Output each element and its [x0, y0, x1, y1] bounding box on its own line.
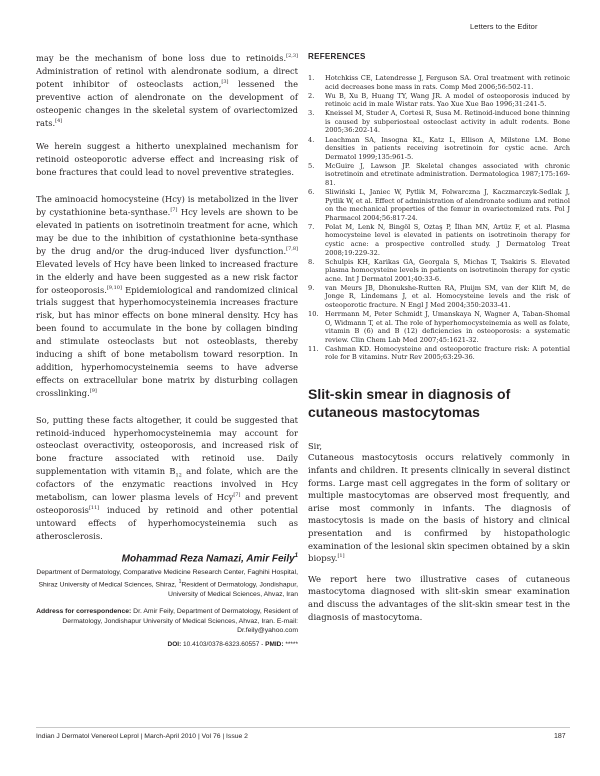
- reference-text: Kneissel M, Studer A, Cortesi R, Susa M. Retinoid-induced bone thinning is caused by subperiosteal osteoclast activity in adult rodents. Bone 2005;36:202-14.: [325, 109, 570, 135]
- reference-number: 6.: [308, 188, 315, 197]
- reference-number: 3.: [308, 109, 315, 118]
- reference-item: [308, 345, 570, 362]
- reference-number: 9.: [308, 283, 315, 292]
- author-affiliation: Department of Dermatology, Comparative Medicine Research Center, Faghihi Hospital, Shiraz University of Medical Sciences, Shiraz, $^1$Resident of Dermatology, Jondishapur, University of Medical Sciences, Ahvaz, Iran: [36, 569, 298, 598]
- signature-block: [36, 553, 298, 648]
- reference-text: Wu B, Xu B, Huang TY, Wang JR. A model of osteoporosis induced by retinoic acid in male Wistar rats. Yao Xue Xue Bao 1996;31:241-5.: [325, 91, 570, 109]
- reference-item: [308, 109, 570, 135]
- reference-text: Hotchkiss CE, Latendresse J, Ferguson SA. Oral treatment with retinoic acid decreases bone mass in rats. Comp Med 2006;56:502-11.: [325, 74, 570, 91]
- right-column: [308, 52, 570, 635]
- body-paragraph-3: The aminoacid homocysteine (Hcy) is metabolized in the liver by cystathionine beta-synthase.[7] Hcy levels are shown to be elevated in patients on isotretinoin treatment for acne, which may be due to the inhibition of cystathionine beta-synthase by the drug and/or the drug-induced liver dysfunction.[7,8] Elevated levels of Hcy have been linked to increased fracture in the elderly and have been suggested as a new risk factor for osteoporosis.[9,10] Epidemiological and randomized clinical trials suggest that hyperhomocysteinemia increases fracture risk, but has minor effects on bone mineral density. Hcy has been found to accumulate in the bone by collagen binding and stimulate osteoclasts but not osteoblasts, thereby inducing a shift of bone metabolism toward resorption. In addition, hyperhomocysteinemia seems to have adverse effects on extracellular bone matrix by disturbing collagen crosslinking.[9]: [36, 194, 299, 398]
- reference-text: Schulpis KH, Karikas GA, Georgala S, Michas T, Tsakiris S. Elevated plasma homocysteine levels in patients on isotretinoin therapy for cystic acne. Int J Dermatol 2001;40:33-6.: [325, 257, 570, 283]
- correspondence-address: Address for correspondence: Dr. Amir Feily, Department of Dermatology, Resident of Dermatology, Jondishapur University of Medical Sciences, Ahvaz, Iran. E-mail: Dr.feily@yahoo.com: [36, 608, 298, 635]
- reference-text: Herrmann M, Peter Schmidt J, Umanskaya N, Wagner A, Taban-Shomal O, Widmann T, et al. The role of hyperhomocysteinemia as well as folate, vitamin B (6) and B (12) deficiencies in osteoporosis: a systematic review. Clin Chem Lab Med 2007;45:1621-32.: [325, 310, 570, 344]
- references-heading: REFERENCES: [308, 52, 366, 61]
- reference-item: [308, 136, 570, 162]
- journal-citation: Indian J Dermatol Venereol Leprol | March-April 2010 | Vol 76 | Issue 2: [36, 733, 248, 740]
- reference-text: Polat M, Lenk N, Bingöl S, Oztaş P, İlhan MN, Artüz F, et al. Plasma homocysteine level is elevated in patients on isotretinoin therapy for cystic acne: a prospective controlled study. J Dermatolog Treat 2008;19:229-32.: [325, 222, 570, 257]
- reference-text: Leachman SA, Insogna KL, Katz L, Ellison A, Milstone LM. Bone densities in patients receiving isotretinoin for cystic acne. Arch Dermatol 1999;135:961-5.: [325, 135, 570, 161]
- section-label: Letters to the Editor: [470, 22, 538, 31]
- letter-title: Slit-skin smear in diagnosis of cutaneous mastocytomas: [308, 385, 511, 420]
- body-paragraph-2: We herein suggest a hitherto unexplained mechanism for retinoid osteoporotic adverse effect and increasing risk of bone fractures that could lead to novel preventive strategies.: [36, 141, 298, 178]
- left-column: [36, 52, 298, 648]
- reference-number: 10.: [308, 310, 319, 319]
- author-names: Mohammad Reza Namazi, Amir Feily$^1$: [121, 552, 298, 565]
- reference-number: 7.: [308, 222, 315, 231]
- reference-item: [308, 284, 570, 310]
- reference-number: 1.: [308, 74, 315, 82]
- body-paragraph-1: may be the mechanism of bone loss due to retinoids.[2,3] Administration of retinol with alendronate sodium, a direct potent inhibitor of osteoclasts action,[3] lessened the preventive action of alendronate on the development of osteopenic changes in the skeletal system of ovariectomized rats.[4]: [36, 53, 298, 128]
- reference-number: 11.: [308, 344, 319, 353]
- reference-item: [308, 223, 570, 257]
- reference-number: 2.: [308, 91, 315, 100]
- doi-line: DOI: 10.4103/0378-6323.60557 - PMID: *****: [167, 640, 298, 648]
- reference-text: McGuire J, Lawson JP. Skeletal changes associated with chronic isotretinoin and etretinate administration. Dermatologica 1987;175:169-81.: [325, 161, 570, 187]
- reference-number: 8.: [308, 257, 315, 266]
- reference-number: 5.: [308, 161, 315, 170]
- reference-item: [308, 258, 570, 284]
- reference-item: [308, 74, 570, 91]
- reference-text: Sliwiński L, Janiec W, Pytlik M, Folwarczna J, Kaczmarczyk-Sedlak J, Pytlik W, et al. Effect of administration of alendronate sodium and retinol on the mechanical properties of the femur in ovariectomized rats. Pol J Pharmacol 2004;56:817-24.: [325, 188, 570, 222]
- reference-item: [308, 92, 570, 109]
- page-number: 187: [554, 733, 566, 740]
- reference-item: [308, 162, 570, 188]
- body-paragraph-4: So, putting these facts altogether, it could be suggested that retinoid-induced hyperhomocysteinemia may account for osteoclast overactivity, osteoporosis, and increased risk of bone fracture associated with retinoid use. Daily supplementation with vitamin $B_{12}$ and folate, which are the cofactors of the enzymatic reactions involved in Hcy metabolism, can lower plasma levels of Hcy[7] and prevent osteoporosis[11] induced by retinoid and other potential untoward effects of hyperhomocysteinemia such as atherosclerosis.: [36, 414, 299, 541]
- letter-paragraph-2: We report here two illustrative cases of cutaneous mastocytoma diagnosed with slit-skin smear examination and discuss the advantages of the slit-skin smear test in the diagnosis of mastocytoma.: [308, 574, 570, 623]
- reference-list: [308, 74, 570, 362]
- letter-paragraph-1: Cutaneous mastocytosis occurs relatively commonly in infants and children. It presents clinically in several distinct forms. Large mast cell aggregates in the form of solitary or multiple mastocytomas are observed most frequently, and arise most commonly in infants. The diagnosis of mastocytosis is made on the basis of history and clinical presentation and is confirmed by histopathologic examination of the lesional skin specimen obtained by a skin biopsy.[1]: [308, 453, 570, 565]
- reference-item: [308, 188, 570, 222]
- reference-number: 4.: [308, 135, 315, 144]
- reference-text: Cashman KD. Homocysteine and osteoporotic fracture risk: A potential role for B vitamins. Nutr Rev 2005;63:29-36.: [325, 344, 570, 362]
- reference-text: van Meurs JB, Dhonukshe-Rutten RA, Pluijm SM, van der Klift M, de Jonge R, Lindemans J, et al. Homocysteine levels and the risk of osteoporotic fracture. N Engl J Med 2004;350:2033-41.: [325, 283, 570, 309]
- salutation: Sir,: [308, 440, 323, 451]
- footer-rule: [36, 727, 570, 728]
- reference-item: [308, 310, 570, 344]
